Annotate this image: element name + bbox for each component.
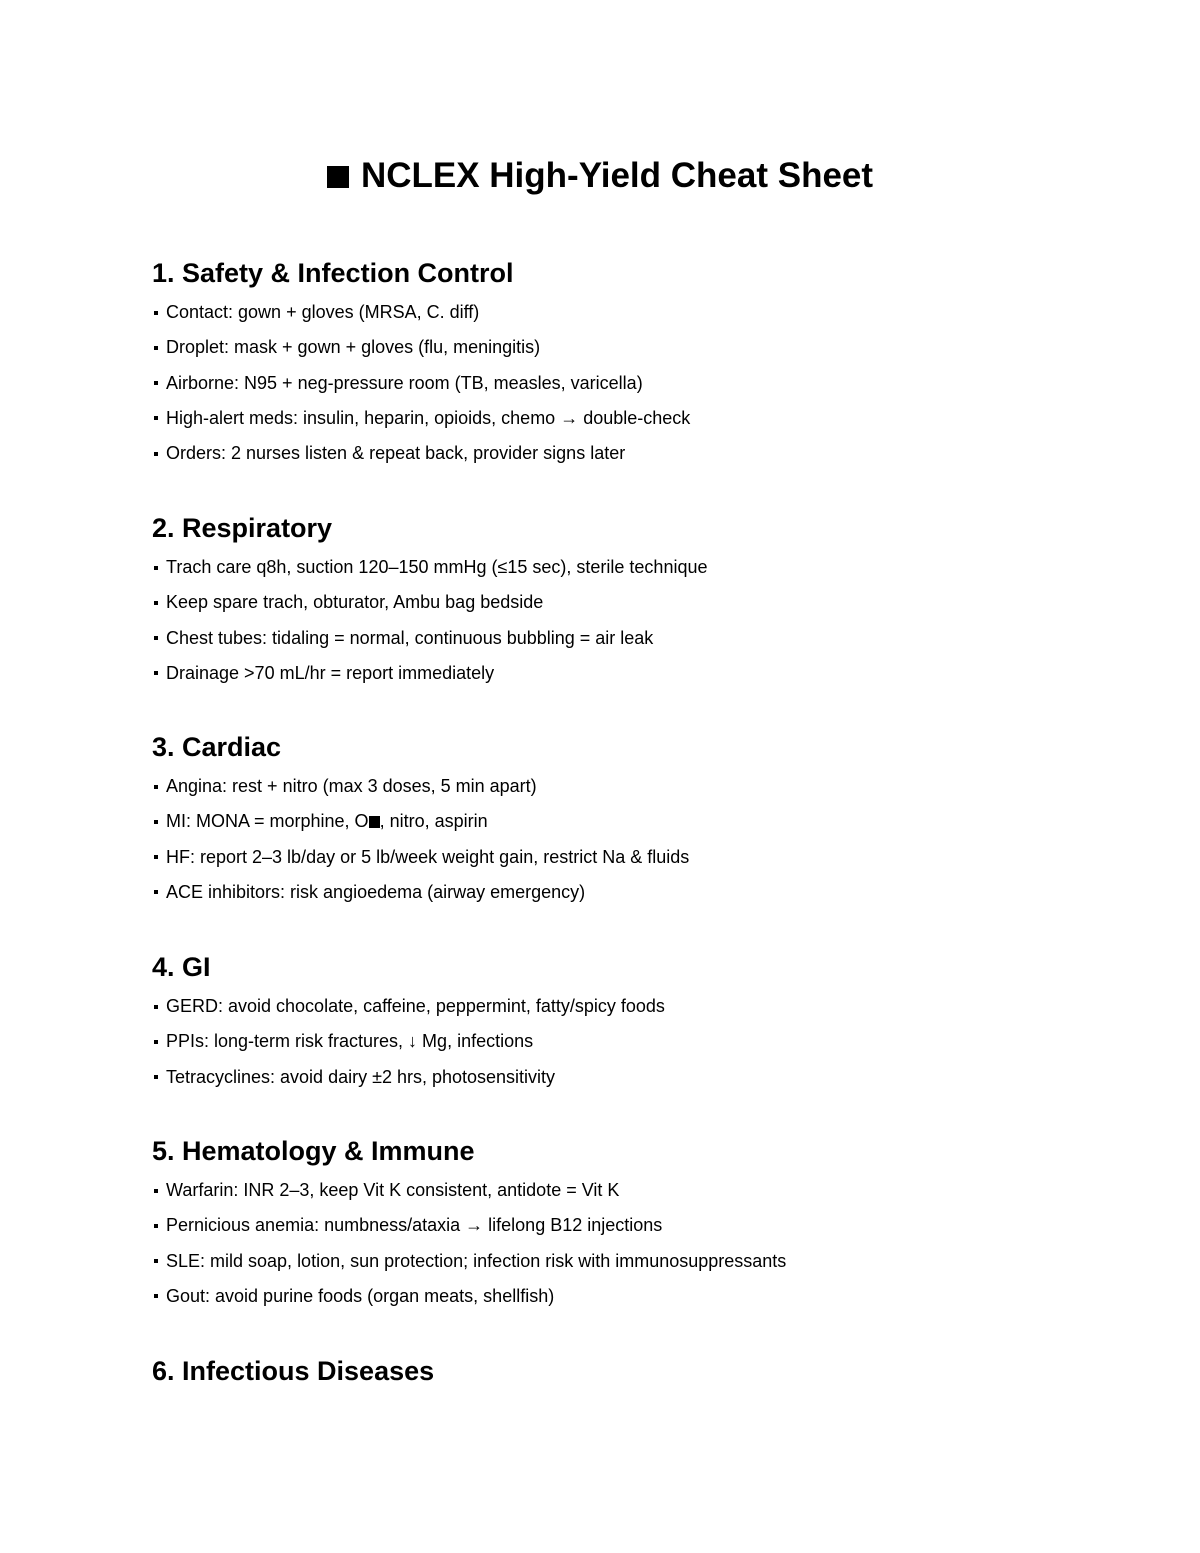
- section-heading: 1. Safety & Infection Control: [152, 258, 514, 288]
- list-item: [152, 302, 1152, 323]
- bullet-icon: [154, 311, 158, 315]
- list-item-text: Contact: gown + gloves (MRSA, C. diff): [166, 302, 480, 322]
- list-item: [152, 628, 1152, 649]
- section-cardiac: [152, 730, 1152, 917]
- missing-glyph-icon: [369, 816, 380, 828]
- page-title-text: NCLEX High-Yield Cheat Sheet: [360, 156, 874, 195]
- bullet-icon: [154, 636, 158, 640]
- list-item-text: PPIs: long-term risk fractures, ↓ Mg, infections: [166, 1031, 534, 1052]
- bullet-icon: [154, 381, 158, 385]
- list-item: [152, 408, 1152, 429]
- list-item-text: Chest tubes: tidaling = normal, continuous bubbling = air leak: [166, 627, 654, 648]
- black-square-icon: [327, 166, 349, 188]
- bullet-icon: [154, 1294, 158, 1298]
- bullet-icon: [154, 1040, 158, 1044]
- section-gi: [152, 950, 1152, 1102]
- bullet-icon: [154, 1224, 158, 1228]
- section-hematology-immune: [152, 1134, 1152, 1321]
- bullet-list: [152, 776, 1152, 903]
- list-item-text: Pernicious anemia: numbness/ataxia → lifelong B12 injections: [166, 1215, 663, 1236]
- list-item: [152, 811, 1152, 832]
- bullet-list: [152, 996, 1152, 1088]
- section-heading: 3. Cardiac: [152, 732, 282, 762]
- list-item: [152, 1286, 1152, 1307]
- bullet-icon: [154, 855, 158, 859]
- section-safety-infection-control: [152, 256, 1152, 478]
- list-item: [152, 373, 1152, 394]
- list-item: [152, 882, 1152, 903]
- bullet-icon: [154, 346, 158, 350]
- bullet-icon: [154, 1189, 158, 1193]
- list-item: [152, 996, 1152, 1017]
- list-item-text: Tetracyclines: avoid dairy ±2 hrs, photosensitivity: [166, 1066, 556, 1087]
- list-item-text: Drainage >70 mL/hr = report immediately: [166, 662, 495, 683]
- list-item: [152, 1251, 1152, 1272]
- list-item: [152, 1215, 1152, 1236]
- list-item-text: Gout: avoid purine foods (organ meats, shellfish): [166, 1285, 555, 1306]
- bullet-icon: [154, 1075, 158, 1079]
- bullet-icon: [154, 416, 158, 420]
- list-item-text: Angina: rest + nitro (max 3 doses, 5 min apart): [166, 776, 537, 796]
- list-item-text: HF: report 2–3 lb/day or 5 lb/week weight gain, restrict Na & fluids: [166, 846, 690, 867]
- list-item: [152, 847, 1152, 868]
- list-item-text: Airborne: N95 + neg-pressure room (TB, measles, varicella): [166, 372, 643, 393]
- list-item: [152, 776, 1152, 797]
- section-respiratory: [152, 511, 1152, 698]
- list-item: [152, 557, 1152, 578]
- bullet-icon: [154, 785, 158, 789]
- list-item: [152, 1180, 1152, 1201]
- bullet-list: [152, 1180, 1152, 1307]
- bullet-icon: [154, 1005, 158, 1009]
- section-infectious-diseases: [152, 1354, 1152, 1388]
- section-heading: 5. Hematology & Immune: [152, 1136, 475, 1166]
- bullet-icon: [154, 566, 158, 570]
- page-title: [0, 154, 1200, 198]
- bullet-list: [152, 557, 1152, 684]
- bullet-icon: [154, 1259, 158, 1263]
- list-item: [152, 1067, 1152, 1088]
- bullet-icon: [154, 601, 158, 605]
- list-item-text: GERD: avoid chocolate, caffeine, peppermint, fatty/spicy foods: [166, 996, 665, 1016]
- list-item: [152, 1031, 1152, 1052]
- list-item-text: Droplet: mask + gown + gloves (flu, meningitis): [166, 337, 541, 358]
- bullet-icon: [154, 890, 158, 894]
- section-heading: 2. Respiratory: [152, 513, 333, 543]
- bullet-icon: [154, 671, 158, 675]
- list-item-text: Keep spare trach, obturator, Ambu bag bedside: [166, 592, 544, 613]
- bullet-list: [152, 302, 1152, 464]
- list-item-text: ACE inhibitors: risk angioedema (airway emergency): [166, 881, 586, 902]
- list-item-text: SLE: mild soap, lotion, sun protection; infection risk with immunosuppressants: [166, 1250, 787, 1271]
- list-item-text: Trach care q8h, suction 120–150 mmHg (≤15 sec), sterile technique: [166, 557, 708, 577]
- list-item: [152, 663, 1152, 684]
- list-item: [152, 337, 1152, 358]
- list-item-text: Warfarin: INR 2–3, keep Vit K consistent, antidote = Vit K: [166, 1180, 620, 1200]
- bullet-icon: [154, 452, 158, 456]
- list-item-text: Orders: 2 nurses listen & repeat back, provider signs later: [166, 443, 626, 464]
- list-item: [152, 443, 1152, 464]
- list-item-text: MI: MONA = morphine, O: [166, 811, 369, 832]
- list-item-text-suffix: , nitro, aspirin: [379, 811, 488, 832]
- bullet-icon: [154, 820, 158, 824]
- list-item: [152, 592, 1152, 613]
- section-heading: 6. Infectious Diseases: [152, 1356, 435, 1386]
- list-item-text: High-alert meds: insulin, heparin, opioids, chemo → double-check: [166, 407, 691, 428]
- section-heading: 4. GI: [152, 952, 211, 982]
